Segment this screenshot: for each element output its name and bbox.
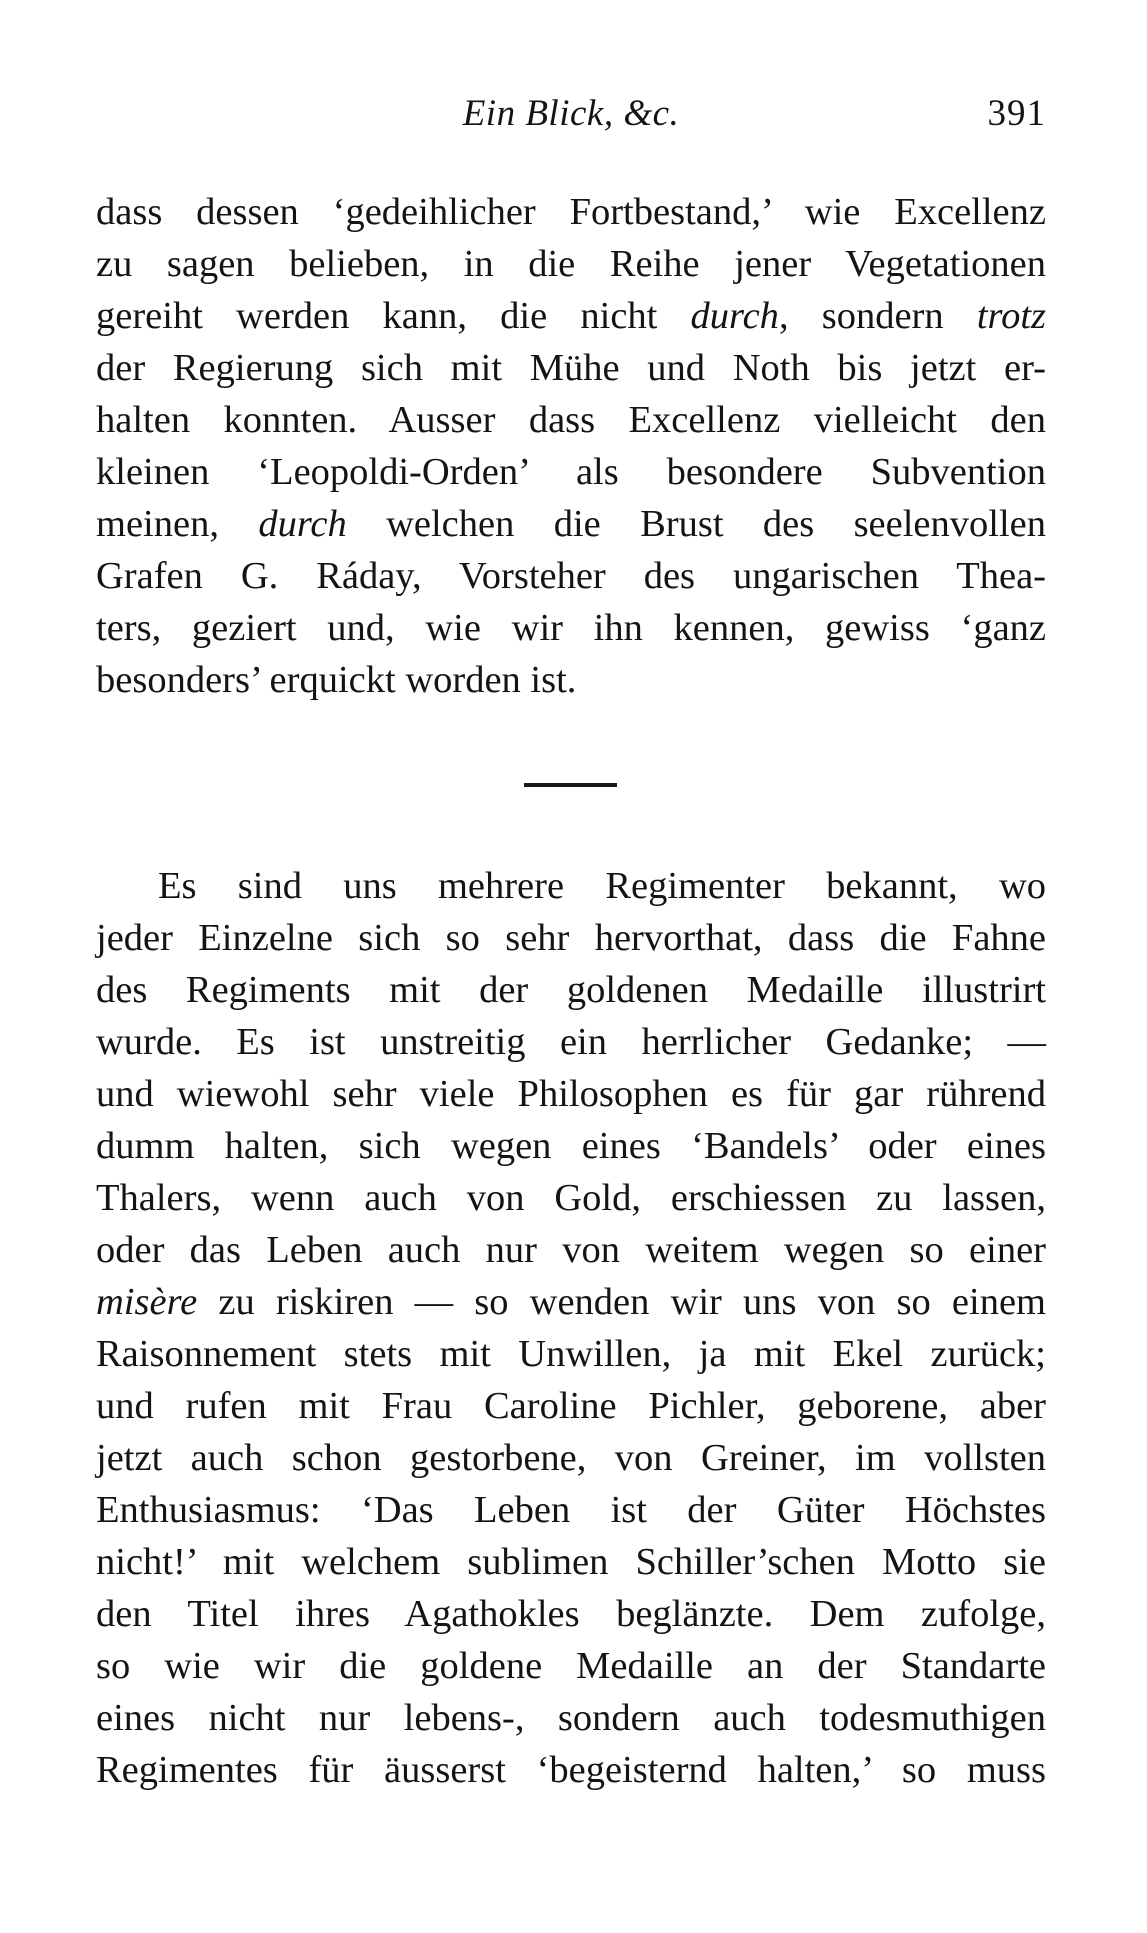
- text-line: oder das Leben auch nur von weitem wegen so einer: [96, 1229, 1046, 1271]
- text-line: zu sagen belieben, in die Reihe jener Vegetationen: [96, 243, 1046, 285]
- text-line: jetzt auch schon gestorbene, von Greiner, im vollsten: [96, 1437, 1046, 1479]
- text-line: ters, geziert und, wie wir ihn kennen, gewiss ‘ganz: [96, 607, 1046, 649]
- text-line: halten konnten. Ausser dass Excellenz vielleicht den: [96, 399, 1046, 441]
- text-line: dass dessen ‘gedeihlicher Fortbestand,’ wie Excellenz: [96, 191, 1046, 233]
- text-line: misère zu riskiren — so wenden wir uns von so einem: [96, 1281, 1046, 1323]
- text-line: kleinen ‘Leopoldi-Orden’ als besondere Subvention: [96, 451, 1046, 493]
- text-line: Grafen G. Ráday, Vorsteher des ungarischen Thea-: [96, 555, 1046, 597]
- section-separator-rule: [524, 783, 617, 787]
- text-line: den Titel ihres Agathokles beglänzte. Dem zufolge,: [96, 1593, 1046, 1635]
- text-line: des Regiments mit der goldenen Medaille illustrirt: [96, 969, 1046, 1011]
- text-line: dumm halten, sich wegen eines ‘Bandels’ oder eines: [96, 1125, 1046, 1167]
- text-line: wurde. Es ist unstreitig ein herrlicher Gedanke; —: [96, 1021, 1046, 1063]
- running-title: Ein Blick, &c.: [462, 93, 680, 134]
- text-line: und wiewohl sehr viele Philosophen es für gar rührend: [96, 1073, 1046, 1115]
- text-line: gereiht werden kann, die nicht durch, sondern trotz: [96, 295, 1046, 337]
- text-line: Thalers, wenn auch von Gold, erschiessen zu lassen,: [96, 1177, 1046, 1219]
- paragraph-new-section: [96, 860, 1046, 1796]
- text-line: und rufen mit Frau Caroline Pichler, geborene, aber: [96, 1385, 1046, 1427]
- text-line: Es sind uns mehrere Regimenter bekannt, wo: [158, 865, 1046, 907]
- text-line: Regimentes für äusserst ‘begeisternd halten,’ so muss: [96, 1749, 1046, 1791]
- text-line: jeder Einzelne sich so sehr hervorthat, dass die Fahne: [96, 917, 1046, 959]
- text-line: Enthusiasmus: ‘Das Leben ist der Güter Höchstes: [96, 1489, 1046, 1531]
- text-line: eines nicht nur lebens-, sondern auch todesmuthigen: [96, 1697, 1046, 1739]
- page-number: 391: [987, 93, 1046, 134]
- paragraph-continuation: [96, 186, 1046, 706]
- text-line: nicht!’ mit welchem sublimen Schiller’schen Motto sie: [96, 1541, 1046, 1583]
- text-line: besonders’ erquickt worden ist.: [96, 659, 577, 701]
- running-head: [96, 92, 1046, 142]
- text-line: Raisonnement stets mit Unwillen, ja mit Ekel zurück;: [96, 1333, 1046, 1375]
- text-line: der Regierung sich mit Mühe und Noth bis jetzt er-: [96, 347, 1046, 389]
- text-line: so wie wir die goldene Medaille an der Standarte: [96, 1645, 1046, 1687]
- text-line: meinen, durch welchen die Brust des seelenvollen: [96, 503, 1046, 545]
